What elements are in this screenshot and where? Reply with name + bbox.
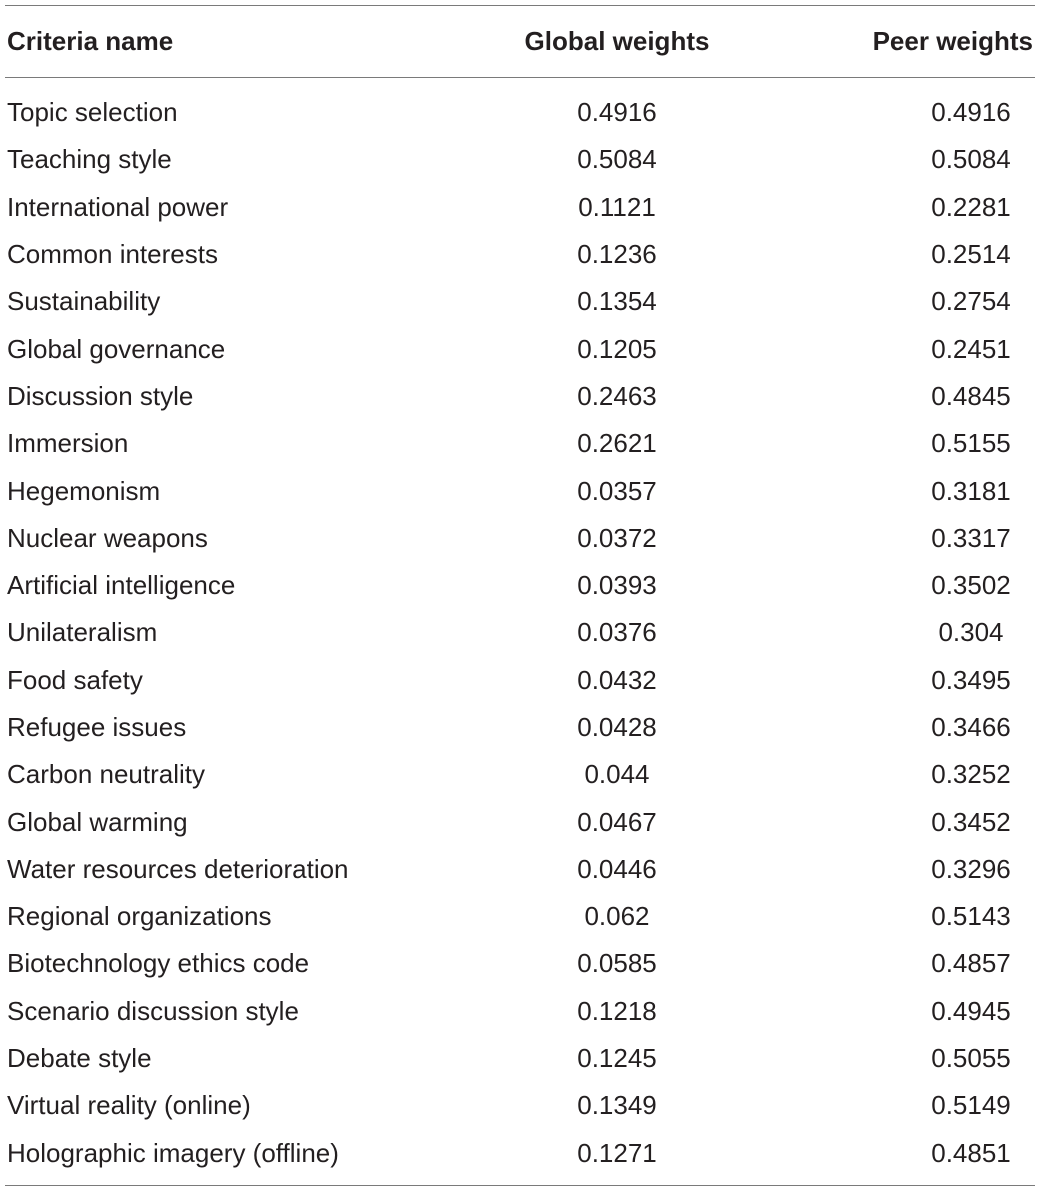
global-weight-cell: 0.044 — [584, 759, 650, 790]
peer-weight-cell: 0.3495 — [931, 664, 1011, 695]
criteria-name-cell: Water resources deterioration — [7, 853, 349, 884]
peer-weight-cell: 0.4851 — [931, 1137, 1011, 1168]
global-weight-cell: 0.0432 — [577, 664, 657, 695]
criteria-name-cell: Global warming — [7, 806, 188, 837]
peer-weight-cell: 0.4945 — [931, 995, 1011, 1026]
header-criteria-name: Criteria name — [7, 26, 174, 56]
criteria-name-cell: Topic selection — [7, 97, 178, 128]
criteria-name-cell: Hegemonism — [7, 475, 161, 506]
table-row — [5, 798, 1035, 845]
table-row — [5, 846, 1035, 893]
peer-weight-cell: 0.3317 — [931, 522, 1011, 553]
global-weight-cell: 0.1349 — [577, 1090, 657, 1121]
table-row — [5, 231, 1035, 278]
peer-weight-cell: 0.4857 — [931, 948, 1011, 979]
criteria-name-cell: Refugee issues — [7, 712, 187, 742]
criteria-name-cell: Sustainability — [7, 286, 161, 317]
weights-table — [5, 5, 1035, 1186]
peer-weight-cell: 0.2754 — [931, 286, 1011, 317]
criteria-name-cell: Food safety — [7, 664, 143, 695]
global-weight-cell: 0.1205 — [577, 333, 657, 364]
criteria-name-cell: Scenario discussion style — [7, 995, 299, 1026]
table-row — [5, 1082, 1035, 1129]
header-peer-weights: Peer weights — [872, 26, 1033, 56]
global-weight-cell: 0.1271 — [577, 1137, 657, 1168]
peer-weight-cell: 0.5143 — [931, 901, 1011, 932]
global-weight-cell: 0.4916 — [577, 97, 657, 128]
peer-weight-cell: 0.5084 — [931, 144, 1011, 175]
global-weight-cell: 0.0357 — [577, 475, 657, 506]
global-weight-cell: 0.1218 — [577, 995, 657, 1026]
table-row — [5, 278, 1035, 325]
header-global-weights: Global weights — [524, 26, 710, 56]
table-row — [5, 136, 1035, 183]
peer-weight-cell: 0.3466 — [931, 712, 1011, 742]
peer-weight-cell: 0.2451 — [931, 333, 1011, 364]
peer-weight-cell: 0.4916 — [931, 97, 1011, 128]
criteria-name-cell: Teaching style — [7, 144, 172, 175]
global-weight-cell: 0.0585 — [577, 948, 657, 979]
criteria-name-cell: Artificial intelligence — [7, 570, 236, 601]
table-row — [5, 657, 1035, 704]
global-weight-cell: 0.1245 — [577, 1043, 657, 1074]
global-weight-cell: 0.0376 — [577, 617, 657, 648]
global-weight-cell: 0.5084 — [577, 144, 657, 175]
peer-weight-cell: 0.2281 — [931, 191, 1011, 222]
table-row — [5, 1035, 1035, 1082]
criteria-name-cell: Virtual reality (online) — [7, 1090, 251, 1121]
peer-weight-cell: 0.5155 — [931, 428, 1011, 459]
table-header-row — [5, 6, 1035, 77]
table-row — [5, 562, 1035, 609]
peer-weight-cell: 0.3181 — [931, 475, 1011, 506]
criteria-name-cell: Nuclear weapons — [7, 522, 208, 553]
peer-weight-cell: 0.3452 — [931, 806, 1011, 837]
global-weight-cell: 0.0393 — [577, 570, 657, 601]
table-row — [5, 940, 1035, 987]
criteria-name-cell: Common interests — [7, 239, 218, 270]
peer-weight-cell: 0.2514 — [931, 239, 1011, 270]
peer-weight-cell: 0.4845 — [931, 380, 1011, 411]
global-weight-cell: 0.1121 — [578, 191, 656, 222]
criteria-name-cell: Global governance — [7, 333, 226, 364]
table-bottom-rule — [5, 1185, 1035, 1186]
peer-weight-cell: 0.3296 — [931, 853, 1011, 884]
global-weight-cell: 0.2463 — [577, 380, 657, 411]
global-weight-cell: 0.0467 — [577, 806, 657, 837]
criteria-name-cell: Holographic imagery (offline) — [7, 1137, 339, 1168]
table-row — [5, 1130, 1035, 1177]
criteria-name-cell: International power — [7, 191, 229, 222]
table-row — [5, 609, 1035, 656]
criteria-name-cell: Regional organizations — [7, 901, 272, 932]
table-row — [5, 420, 1035, 467]
table-row — [5, 467, 1035, 514]
table-row — [5, 184, 1035, 231]
criteria-name-cell: Debate style — [7, 1043, 152, 1074]
peer-weight-cell: 0.304 — [938, 617, 1004, 648]
table-row — [5, 893, 1035, 940]
peer-weight-cell: 0.3252 — [931, 759, 1011, 790]
criteria-name-cell: Biotechnology ethics code — [7, 948, 310, 979]
table-row — [5, 515, 1035, 562]
table-row — [5, 89, 1035, 136]
table-row — [5, 751, 1035, 798]
table-row — [5, 704, 1035, 751]
global-weight-cell: 0.1236 — [577, 239, 657, 270]
criteria-name-cell: Carbon neutrality — [7, 759, 205, 790]
criteria-name-cell: Immersion — [7, 428, 129, 459]
criteria-name-cell: Unilateralism — [7, 617, 158, 648]
table-row — [5, 373, 1035, 420]
peer-weight-cell: 0.5055 — [931, 1043, 1011, 1074]
global-weight-cell: 0.1354 — [577, 286, 657, 317]
table-row — [5, 988, 1035, 1035]
criteria-name-cell: Discussion style — [7, 380, 194, 411]
table-body — [5, 78, 1035, 1185]
table-row — [5, 325, 1035, 372]
global-weight-cell: 0.062 — [584, 901, 650, 932]
global-weight-cell: 0.0428 — [577, 712, 657, 742]
peer-weight-cell: 0.3502 — [931, 570, 1011, 601]
peer-weight-cell: 0.5149 — [931, 1090, 1011, 1121]
global-weight-cell: 0.0446 — [577, 853, 657, 884]
global-weight-cell: 0.2621 — [577, 428, 657, 459]
global-weight-cell: 0.0372 — [577, 522, 657, 553]
